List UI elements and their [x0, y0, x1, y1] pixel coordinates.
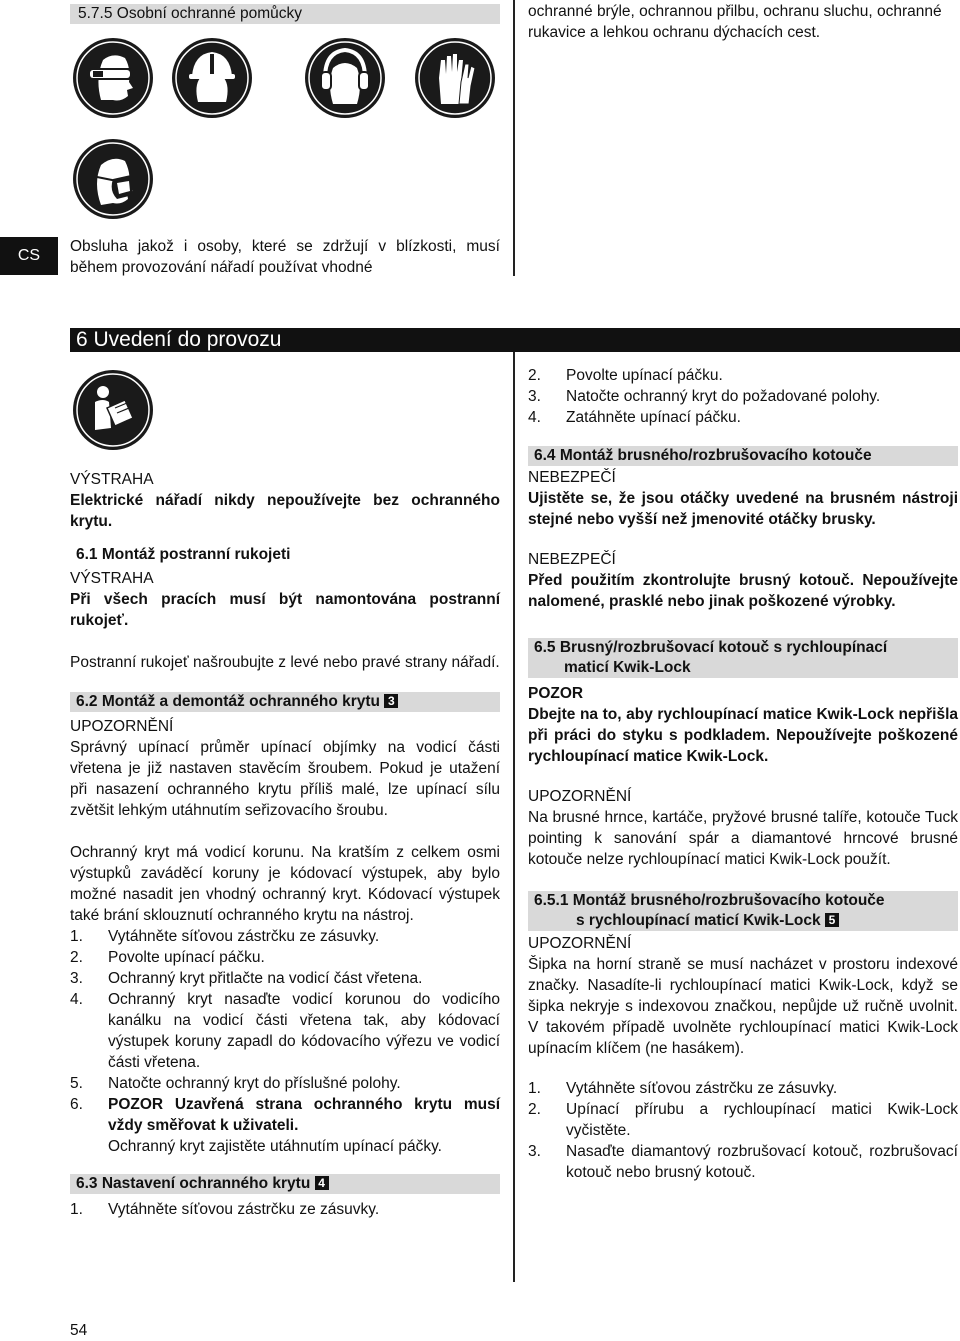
- step-number: 4.: [70, 991, 83, 1008]
- caution-text: Dbejte na to, aby rychloupínací matice Kwik-Lock nepřišla při práci do styku s podkladem. Nepoužívejte poškozené rychloupínací matice Kwik-Lock.: [528, 706, 958, 765]
- step-text: Natočte ochranný kryt do požadované polohy.: [566, 388, 881, 405]
- step-text: Natočte ochranný kryt do příslušné polohy.: [108, 1075, 401, 1092]
- list-item: [528, 1141, 958, 1183]
- section-heading-bar: [70, 328, 960, 352]
- safety-goggles-icon: [73, 38, 153, 118]
- warning-text: Elektrické nářadí nikdy nepoužívejte bez ochranného krytu.: [70, 492, 500, 530]
- note-text: Šipka na horní straně se musí nacházet v prostoru indexové značky. Nasadíte-li rychloupínací matici Kwik-Lock, když se šipka nekryje s indexovou značkou, nepůjde už ručně uvolnit. V takovém případě uvolněte rychloupínací matici Kwik-Lock upínacím klíčem (ne hasákem).: [528, 956, 958, 1057]
- list-item: [528, 1099, 958, 1141]
- danger-label: NEBEZPEČÍ: [528, 469, 616, 486]
- step-text: Upínací přírubu a rychloupínací matici Kwik-Lock vyčistěte.: [566, 1101, 958, 1139]
- step-number: 3.: [528, 388, 541, 405]
- subsection-heading-6-2: 6.2 Montáž a demontáž ochranného krytu 3: [70, 692, 500, 712]
- steps-6-3-left: [70, 1199, 500, 1220]
- step-text: Povolte upínací páčku.: [108, 949, 265, 966]
- intro-text: Obsluha jakož i osoby, které se zdržují v blízkosti, musí během provozování nářadí používat vhodné: [70, 238, 500, 276]
- hard-hat-icon: [172, 38, 252, 118]
- list-item: [528, 386, 958, 407]
- step-number: 1.: [528, 1080, 541, 1097]
- note-label: UPOZORNĚNÍ: [528, 935, 632, 952]
- list-item: [70, 1094, 500, 1157]
- left-column: [70, 469, 500, 1220]
- danger-label: NEBEZPEČÍ: [528, 551, 616, 568]
- steps-6-2: [70, 926, 500, 1094]
- caution-label: POZOR: [528, 685, 584, 702]
- warning-label: VÝSTRAHA: [70, 471, 154, 488]
- list-item: [528, 365, 958, 386]
- step-text: Vytáhněte síťovou zástrčku ze zásuvky.: [108, 928, 380, 945]
- step-number: 2.: [528, 367, 541, 384]
- language-tab: CS: [0, 237, 58, 275]
- step-number: 1.: [70, 928, 83, 945]
- subsection-heading-6-5-1: 6.5.1 Montáž brusného/rozbrušovacího kotouče s rychloupínací maticí Kwik-Lock 5: [528, 891, 958, 931]
- paragraph-6-2: Ochranný kryt má vodicí korunu. Na kratším z celkem osmi výstupků zaváděcí koruny je kódovací výstupek, aby bylo možné nasadit jen vhodný ochranný kryt. Kódovací výstupek také brání sklouznutí ochranného krytu na nástroj.: [70, 844, 500, 924]
- right-column: [528, 365, 958, 1183]
- list-item: [70, 926, 500, 947]
- paragraph-6-1: Postranní rukojeť našroubujte z levé nebo pravé strany nářadí.: [70, 654, 500, 671]
- section-title: 6 Uvedení do provozu: [76, 328, 282, 351]
- subsection-heading-6-5: 6.5 Brusný/rozbrušovací kotouč s rychloupínací maticí Kwik-Lock: [528, 638, 958, 678]
- subsection-heading-6-4: 6.4 Montáž brusného/rozbrušovacího kotouče: [528, 446, 958, 466]
- warning-text: Při všech pracích musí být namontována postranní rukojeť.: [70, 591, 500, 629]
- list-item: [70, 989, 500, 1073]
- step-6-list: [70, 1094, 500, 1157]
- step-text: Ochranný kryt přitlačte na vodicí část vřetena.: [108, 970, 423, 987]
- ear-protection-icon: [305, 38, 385, 118]
- step-number: 6.: [70, 1096, 83, 1113]
- figure-badge: 4: [315, 1176, 329, 1190]
- respirator-icon: [73, 139, 153, 219]
- header-right-text: ochranné brýle, ochrannou přilbu, ochranu sluchu, ochranné rukavice a lehkou ochranu dýchacích cest.: [528, 3, 942, 41]
- step-number: 3.: [528, 1143, 541, 1160]
- step-number: 2.: [70, 949, 83, 966]
- subsection-heading-5-7-5: [70, 4, 500, 24]
- list-item: [528, 407, 958, 428]
- danger-text: Před použitím zkontrolujte brusný kotouč. Nepoužívejte nalomené, prasklé nebo jinak poškozené výrobky.: [528, 572, 958, 610]
- subsection-heading-6-3: 6.3 Nastavení ochranného krytu 4: [70, 1174, 500, 1194]
- note-label: UPOZORNĚNÍ: [70, 718, 174, 735]
- list-item: 1. Vytáhněte síťovou zástrčku ze zásuvky.: [70, 1201, 380, 1218]
- list-item: [70, 947, 500, 968]
- step-number: 2.: [528, 1101, 541, 1118]
- danger-text: Ujistěte se, že jsou otáčky uvedené na brusném nástroji stejné nebo vyšší než jmenovité otáčky brusky.: [528, 490, 958, 528]
- list-item: [528, 1078, 958, 1099]
- step-text: Zatáhněte upínací páčku.: [566, 409, 741, 426]
- warning-label: VÝSTRAHA: [70, 570, 154, 587]
- subsection-heading-6-1: 6.1 Montáž postranní rukojeti: [70, 544, 500, 566]
- note-label: UPOZORNĚNÍ: [528, 788, 632, 805]
- note-text: Správný upínací průměr upínací objímky na vodicí části vřetena je již nastaven stavěcím šroubem. Pokud je utažení při nasazení ochranného krytu příliš malé, lze upínací sílu zvětšit lehkým utáhnutím seřizovacího šroubu.: [70, 739, 500, 819]
- read-manual-icon: [73, 370, 153, 450]
- step-number: 3.: [70, 970, 83, 987]
- list-item: [70, 1073, 500, 1094]
- figure-badge: 3: [384, 694, 398, 708]
- note-text: Na brusné hrnce, kartáče, pryžové brusné talíře, kotouče Tuck pointing k sanování spár a diamantové hrncové brusné kotouče nelze rychloupínací matici Kwik-Lock použít.: [528, 809, 958, 868]
- step-text: Ochranný kryt nasaďte vodicí korunou do vodicího kanálku na vodicí části vřetena tak, aby kódovací výstupek koruny zapadl do kódovacího výřezu ve vodicí části vřetena.: [108, 991, 500, 1071]
- step-text: Povolte upínací páčku.: [566, 367, 723, 384]
- column-divider-bottom: [513, 352, 515, 1282]
- steps-6-5-1: [528, 1078, 958, 1183]
- column-divider-top: [513, 0, 515, 276]
- step-text: Nasaďte diamantový rozbrušovací kotouč, rozbrušovací kotouč nebo brusný kotouč.: [566, 1143, 958, 1181]
- subsection-heading-text: 5.7.5 Osobní ochranné pomůcky: [78, 5, 303, 22]
- step-text: Ochranný kryt zajistěte utáhnutím upínací páčky.: [108, 1138, 442, 1155]
- steps-6-3-right: [528, 365, 958, 428]
- list-item: [70, 968, 500, 989]
- page-number: 54: [70, 1322, 88, 1339]
- step-number: 4.: [528, 409, 541, 426]
- step-text: Vytáhněte síťovou zástrčku ze zásuvky.: [566, 1080, 838, 1097]
- step-bold-text: POZOR Uzavřená strana ochranného krytu musí vždy směřovat k uživateli.: [108, 1096, 500, 1134]
- gloves-icon: [415, 38, 495, 118]
- step-number: 5.: [70, 1075, 83, 1092]
- figure-badge: 5: [825, 913, 839, 927]
